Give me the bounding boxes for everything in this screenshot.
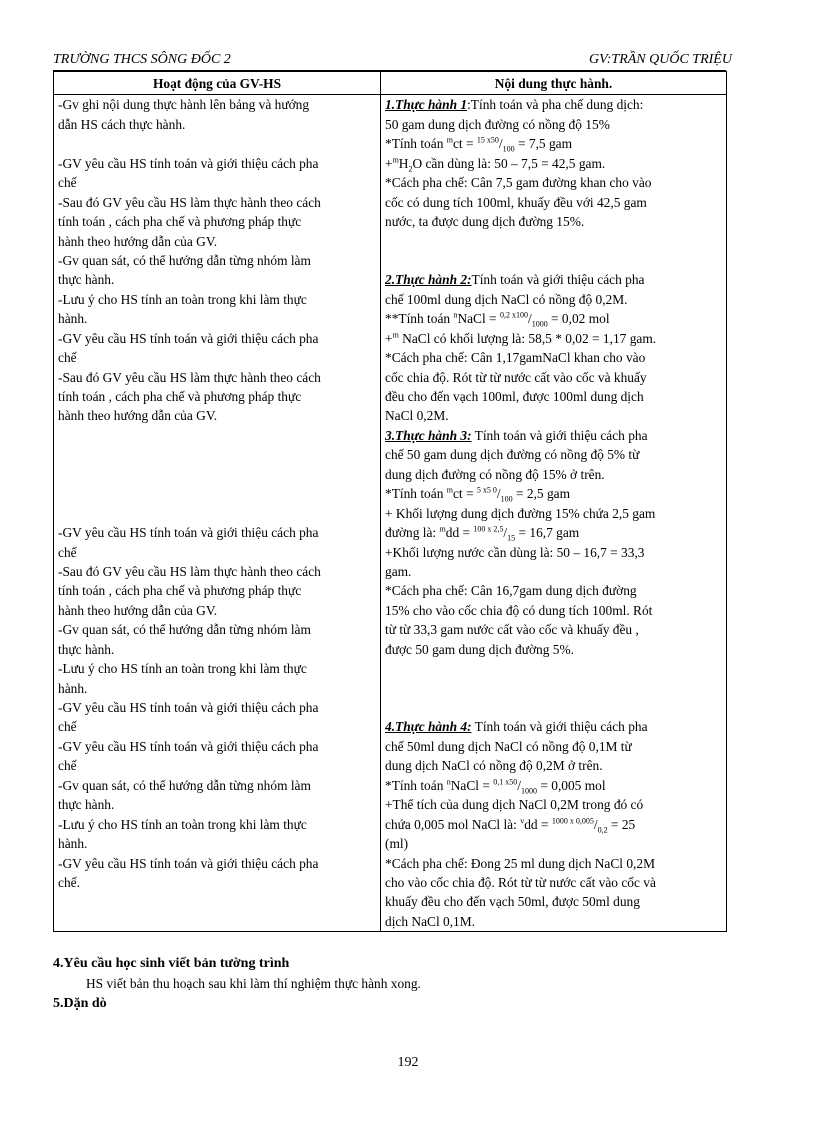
- practice-2-line: chế 100ml dung dịch NaCl có nồng độ 0,2M.: [385, 291, 628, 307]
- practice-4-line: cho vào cốc chia độ. Rót từ từ nước cất vào cốc và: [385, 874, 656, 890]
- activity-line: -Gv quan sát, có thể hướng dẫn từng nhóm làm: [58, 777, 311, 793]
- table-row: [54, 95, 727, 932]
- practice-1-line: cốc có dung tích 100ml, khuấy đều với 42,5 gam: [385, 194, 647, 210]
- activity-line: chế: [58, 719, 77, 735]
- activity-line: hành theo hướng dẫn của GV.: [58, 233, 218, 249]
- practice-1-line: *Cách pha chế: Cân 7,5 gam đường khan cho vào: [385, 175, 652, 191]
- activity-line: thực hành.: [58, 641, 115, 657]
- practice-3-line: được 50 gam dung dịch đường 5%.: [385, 641, 574, 657]
- practice-2-title: Thực hành 2:: [395, 272, 472, 288]
- activity-line: -GV yêu cầu HS tính toán và giới thiệu cách pha: [58, 700, 319, 716]
- practice-2-line: *Cách pha chế: Cân 1,17gamNaCl khan cho vào: [385, 350, 646, 366]
- practice-4-line: khuấy đều cho đến vạch 50ml, được 50ml dung: [385, 894, 640, 910]
- practice-4-line: *Cách pha chế: Đong 25 ml dung dịch NaCl 0,2M: [385, 855, 656, 871]
- practice-2-line: cốc chia độ. Rót từ từ nước cất vào cốc và khuấy: [385, 369, 647, 385]
- practice-2: [385, 270, 722, 426]
- section-4-title: 4.Yêu cầu học sinh viết bản tường trình: [53, 956, 290, 971]
- activity-line: -Lưu ý cho HS tính an toàn trong khi làm thực: [58, 816, 307, 832]
- practice-3-number: 3.: [385, 427, 396, 443]
- practice-4: [385, 717, 722, 931]
- activity-line: tính toán , cách pha chế và phương pháp thực: [58, 389, 302, 405]
- practice-4-line: dịch NaCl 0,1M.: [385, 913, 476, 929]
- activity-line: tính toán , cách pha chế và phương pháp thực: [58, 214, 302, 230]
- activity-line: chế: [58, 544, 77, 560]
- activity-line: hành theo hướng dẫn của GV.: [58, 408, 218, 424]
- practice-3-title: Thực hành 3:: [395, 427, 472, 443]
- activity-line: hành.: [58, 311, 88, 327]
- school-name: TRƯỜNG THCS SÔNG ĐỐC 2: [53, 52, 231, 67]
- activity-line: -GV yêu cầu HS tính toán và giới thiệu cách pha: [58, 525, 319, 541]
- section-5-title: 5.Dặn dò: [53, 996, 107, 1011]
- col-header-activity: Hoạt động của GV-HS: [54, 72, 381, 95]
- practice-content-cell: [381, 95, 727, 932]
- activity-line: [58, 134, 376, 153]
- activity-line: chế.: [58, 874, 80, 890]
- practice-1-line: 50 gam dung dịch đường có nồng độ 15%: [385, 116, 610, 132]
- activity-line: -Sau đó GV yêu cầu HS làm thực hành theo cách: [58, 194, 321, 210]
- practice-1-formula: $+^mH_2O$ cần dùng là: 50 – 7,5 = 42,5 gam.: [385, 155, 606, 174]
- activity-block-2: [58, 523, 376, 892]
- activity-line: dẫn HS cách thực hành.: [58, 116, 186, 132]
- activity-line: hành.: [58, 680, 88, 696]
- practice-1-formula: *Tính toán $^mct = ^{15 x50}/_{100} = 7,5$ gam: [385, 135, 573, 154]
- activity-line: chế: [58, 758, 77, 774]
- practice-1-line: nước, ta được dung dịch đường 15%.: [385, 214, 585, 230]
- practice-3-formula: đường là: $^mdd = ^{100 x 2,5}/_{15} = 16,7$ gam: [385, 524, 580, 543]
- activity-line: -Lưu ý cho HS tính an toàn trong khi làm thực: [58, 291, 307, 307]
- practice-1-title: Thực hành 1: [395, 97, 468, 113]
- section-4-text: HS viết bản thu hoạch sau khi làm thí nghiệm thực hành xong.: [86, 976, 421, 991]
- practice-3-line: dung dịch đường có nồng độ 15% ở trên.: [385, 466, 605, 482]
- practice-4-formula: *Tính toán $^n$NaCl = $^{0,1 x50}/_{1000} = 0,005$ mol: [385, 777, 606, 796]
- practice-4-line: dung dịch NaCl có nồng độ 0,2M ở trên.: [385, 758, 603, 774]
- practice-3-line: +Khối lượng nước cần dùng là: 50 – 16,7 = 33,3: [385, 544, 645, 560]
- activity-line: -Lưu ý cho HS tính an toàn trong khi làm thực: [58, 661, 307, 677]
- practice-2-line: đều cho đến vạch 100ml, được 100ml dung dịch: [385, 389, 644, 405]
- practice-4-formula: chứa 0,005 mol NaCl là: $^vdd = ^{1000 x 0,005}/_{0,2} = 25$: [385, 816, 636, 835]
- practice-2-formula: +$^m$ NaCl có khối lượng là: 58,5 * 0,02 = 1,17 gam.: [385, 330, 657, 346]
- practice-4-number: 4.: [385, 719, 396, 735]
- teacher-activity-cell: [54, 95, 381, 932]
- practice-3-line: + Khối lượng dung dịch đường 15% chứa 2,5 gam: [385, 505, 656, 521]
- practice-3-line: Tính toán và giới thiệu cách pha: [471, 427, 648, 443]
- page-number: 192: [397, 1055, 419, 1070]
- activity-line: -Gv ghi nội dung thực hành lên bảng và hướng: [58, 97, 310, 113]
- practice-2-number: 2.: [385, 272, 396, 288]
- practice-1-line: :Tính toán và pha chế dung dịch:: [467, 97, 644, 113]
- practice-2-formula: **Tính toán $^n$NaCl = $^{0,2 x100}/_{1000} = 0,02$ mol: [385, 310, 610, 329]
- practice-4-line: +Thể tích của dung dịch NaCl 0,2M trong đó có: [385, 797, 644, 813]
- practice-4-line: Tính toán và giới thiệu cách pha: [471, 719, 648, 735]
- activity-block-1: [58, 95, 376, 425]
- activity-line: tính toán , cách pha chế và phương pháp thực: [58, 583, 302, 599]
- activity-line: hành theo hướng dẫn của GV.: [58, 602, 218, 618]
- practice-3-line: chế 50 gam dung dịch đường có nồng độ 5% từ: [385, 447, 640, 463]
- activity-line: -Gv quan sát, có thể hướng dẫn từng nhóm làm: [58, 252, 311, 268]
- practice-2-line: Tính toán và giới thiệu cách pha: [471, 272, 645, 288]
- activity-line: -GV yêu cầu HS tính toán và giới thiệu cách pha: [58, 738, 319, 754]
- activity-line: -GV yêu cầu HS tính toán và giới thiệu cách pha: [58, 330, 319, 346]
- practice-4-line: (ml): [385, 836, 409, 852]
- practice-3-line: từ từ 33,3 gam nước cất vào cốc và khuấy đều ,: [385, 622, 639, 638]
- activity-line: -Gv quan sát, có thể hướng dẫn từng nhóm làm: [58, 622, 311, 638]
- practice-4-title: Thực hành 4:: [395, 719, 472, 735]
- activity-line: thực hành.: [58, 272, 115, 288]
- lesson-table: [53, 71, 727, 932]
- activity-line: chế: [58, 350, 77, 366]
- activity-line: chế: [58, 175, 77, 191]
- practice-3: [385, 426, 722, 659]
- activity-line: -Sau đó GV yêu cầu HS làm thực hành theo cách: [58, 369, 321, 385]
- practice-2-line: NaCl 0,2M.: [385, 408, 449, 424]
- teacher-name: GV:TRẦN QUỐC TRIỆU: [589, 52, 732, 67]
- activity-line: -GV yêu cầu HS tính toán và giới thiệu cách pha: [58, 155, 319, 171]
- practice-3-formula: *Tính toán $^mct = ^{5 x5 0}/_{100} = 2,5$ gam: [385, 485, 571, 504]
- table-header-row: [54, 72, 727, 95]
- practice-3-line: gam.: [385, 563, 412, 579]
- practice-1-number: 1.: [385, 97, 396, 113]
- practice-3-line: 15% cho vào cốc chia độ có dung tích 100ml. Rót: [385, 602, 653, 618]
- practice-4-line: chế 50ml dung dịch NaCl có nồng độ 0,1M từ: [385, 738, 632, 754]
- practice-3-line: *Cách pha chế: Cân 16,7gam dung dịch đường: [385, 583, 637, 599]
- practice-1: [385, 95, 722, 231]
- activity-line: -GV yêu cầu HS tính toán và giới thiệu cách pha: [58, 855, 319, 871]
- activity-line: hành.: [58, 836, 88, 852]
- col-header-content: Nội dung thực hành.: [381, 72, 727, 95]
- activity-line: thực hành.: [58, 797, 115, 813]
- activity-line: -Sau đó GV yêu cầu HS làm thực hành theo cách: [58, 563, 321, 579]
